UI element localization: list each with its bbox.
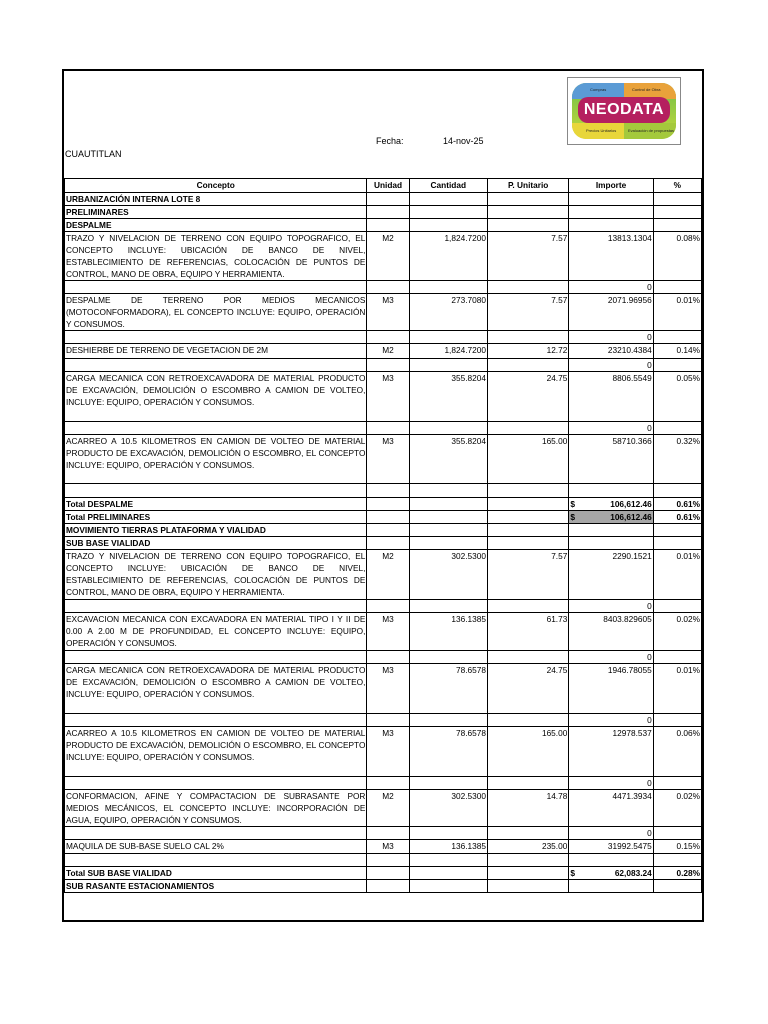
unit-price-cell: 7.57 [487,550,568,600]
unit-cell: M3 [367,727,409,777]
column-header-unidad: Unidad [367,179,409,193]
empty-cell [409,498,487,511]
empty-cell [653,714,701,727]
empty-cell [367,219,409,232]
line-item-row [65,294,702,331]
empty-cell [487,777,568,790]
document-header [62,69,704,178]
empty-cell [569,537,653,550]
empty-cell [653,854,701,867]
percent-cell: 0.14% [653,344,701,359]
section-row [65,537,702,550]
empty-cell [65,827,367,840]
subtotal-zero-row [65,422,702,435]
column-header-cantidad: Cantidad [409,179,487,193]
concept-description: TRAZO Y NIVELACION DE TERRENO CON EQUIPO TOPOGRAFICO, EL CONCEPTO INCLUYE: UBICACIÓN DE BANCO DE NIVEL, ESTABLECIMIENTO DE REFERENCIAS, COLOCACIÓN DE PUNTOS DE CONTROL, MANO DE OBRA, EQUIPO Y HERRAMIENTA. [65,550,367,600]
table-header-row [65,179,702,193]
total-amount: 106,612.46 [610,499,652,509]
unit-cell: M3 [367,294,409,331]
empty-cell [409,219,487,232]
empty-cell [367,827,409,840]
date-label: Fecha: [376,136,404,146]
total-row [65,867,702,880]
empty-cell [409,206,487,219]
empty-cell [487,193,568,206]
percent-cell: 0.01% [653,664,701,714]
empty-cell [367,511,409,524]
amount-cell: 13813.1304 [569,232,653,281]
total-amount-cell [569,498,653,511]
subtotal-zero-row [65,331,702,344]
unit-cell: M2 [367,550,409,600]
empty-cell [367,600,409,613]
section-row [65,524,702,537]
amount-cell: 23210.4384 [569,344,653,359]
empty-cell [487,498,568,511]
concept-description: DESPALME DE TERRENO POR MEDIOS MECANICOS (MOTOCONFORMADORA), EL CONCEPTO INCLUYE: EQUIPO, OPERACIÓN Y CONSUMOS. [66,295,366,329]
quantity-cell: 273.7080 [409,294,487,331]
total-amount: 106,612.46 [610,512,652,522]
empty-cell [487,651,568,664]
section-row [65,880,702,893]
percent-cell: 0.15% [653,840,701,854]
unit-price-cell: 14.78 [487,790,568,827]
empty-cell [367,867,409,880]
empty-cell [487,281,568,294]
concept-description: CARGA MECANICA CON RETROEXCAVADORA DE MATERIAL PRODUCTO DE EXCAVACIÓN, DEMOLICIÓN O ESCOMBRO A CAMION DE VOLTEO, INCLUYE: EQUIPO, OPERACIÓN Y CONSUMOS. [65,372,367,422]
empty-cell [367,281,409,294]
section-row [65,219,702,232]
empty-cell [487,880,568,893]
neodata-logo [572,83,676,139]
empty-cell [487,524,568,537]
subtotal-zero-row [65,359,702,372]
empty-cell [487,511,568,524]
percent-cell: 0.01% [653,550,701,600]
unit-price-cell: 61.73 [487,613,568,651]
empty-cell [65,331,367,344]
empty-cell [653,206,701,219]
empty-cell [569,854,653,867]
empty-cell [409,193,487,206]
empty-cell [409,281,487,294]
empty-cell [569,219,653,232]
subtotal-zero-row [65,651,702,664]
amount-cell: 0 [569,651,653,664]
empty-cell [65,359,367,372]
empty-cell [65,281,367,294]
empty-cell [653,281,701,294]
percent-cell: 0.05% [653,372,701,422]
unit-price-cell: 24.75 [487,664,568,714]
unit-cell: M3 [367,664,409,714]
column-header-importe: Importe [569,179,653,193]
quantity-cell: 136.1385 [409,840,487,854]
empty-cell [409,880,487,893]
quantity-cell: 78.6578 [409,727,487,777]
unit-cell: M2 [367,232,409,281]
empty-cell [65,484,367,498]
quantity-cell: 1,824.7200 [409,344,487,359]
currency-symbol: $ [570,499,575,509]
empty-cell [65,600,367,613]
empty-cell [487,206,568,219]
empty-cell [367,484,409,498]
currency-symbol: $ [570,868,575,878]
line-item-row [65,372,702,422]
quantity-cell: 302.5300 [409,790,487,827]
quantity-cell: 78.6578 [409,664,487,714]
amount-cell: 8806.5549 [569,372,653,422]
unit-price-cell: 7.57 [487,232,568,281]
amount-cell: 8403.829605 [569,613,653,651]
amount-cell: 58710.366 [569,435,653,484]
neodata-logo-frame [567,77,681,145]
total-amount: 62,083.24 [614,868,652,878]
unit-cell: M3 [367,435,409,484]
amount-cell: 0 [569,714,653,727]
empty-cell [569,484,653,498]
total-percent: 0.61% [653,511,701,524]
total-label: Total PRELIMINARES [65,511,367,524]
unit-cell: M2 [367,344,409,359]
empty-cell [409,777,487,790]
budget-table [64,178,702,893]
amount-cell: 31992.5475 [569,840,653,854]
total-label: Total SUB BASE VIALIDAD [65,867,367,880]
empty-cell [409,484,487,498]
line-item-row [65,727,702,777]
empty-cell [487,219,568,232]
subtotal-zero-row [65,281,702,294]
concept-description: CARGA MECANICA CON RETROEXCAVADORA DE MATERIAL PRODUCTO DE EXCAVACIÓN, DEMOLICIÓN O ESCOMBRO A CAMION DE VOLTEO, INCLUYE: EQUIPO, OPERACIÓN Y CONSUMOS. [65,664,367,714]
line-item-row [65,840,702,854]
empty-cell [409,651,487,664]
empty-cell [367,359,409,372]
line-item-row [65,344,702,359]
line-item-row [65,790,702,827]
unit-price-cell: 12.72 [487,344,568,359]
total-percent: 0.61% [653,498,701,511]
empty-cell [653,219,701,232]
logo-label-compras: Compras [590,87,607,92]
quantity-cell: 1,824.7200 [409,232,487,281]
empty-cell [367,777,409,790]
empty-cell [367,524,409,537]
quantity-cell: 302.5300 [409,550,487,600]
empty-cell [653,484,701,498]
subtotal-zero-row [65,827,702,840]
concept-description: TRAZO Y NIVELACION DE TERRENO CON EQUIPO TOPOGRAFICO, EL CONCEPTO INCLUYE: UBICACIÓN DE BANCO DE NIVEL, ESTABLECIMIENTO DE REFERENCIAS, COLOCACIÓN DE PUNTOS DE CONTROL, MANO DE OBRA, EQUIPO Y HERRAMIENTA. [66,233,366,279]
concept-description: ACARREO A 10.5 KILOMETROS EN CAMION DE VOLTEO DE MATERIAL PRODUCTO DE EXCAVACIÓN, DEMOLICIÓN O ESCOMBRO, EL CONCEPTO INCLUYE: EQUIPO, OPERACIÓN Y CONSUMOS. [65,727,367,777]
total-row [65,511,702,524]
amount-cell: 12978.537 [569,727,653,777]
percent-cell: 0.02% [653,790,701,827]
logo-label-control: Control de Obra [632,87,661,92]
empty-cell [569,880,653,893]
empty-cell [65,777,367,790]
unit-price-cell: 7.57 [487,294,568,331]
amount-cell: 1946.78055 [569,664,653,714]
empty-cell [569,206,653,219]
section-title: SUB BASE VIALIDAD [65,537,367,550]
empty-cell [409,511,487,524]
empty-cell [367,880,409,893]
empty-cell [569,524,653,537]
empty-cell [65,422,367,435]
empty-cell [409,422,487,435]
line-item-row [65,664,702,714]
concept-description: CONFORMACION, AFINE Y COMPACTACION DE SUBRASANTE POR MEDIOS MECÁNICOS, EL CONCEPTO INCLUYE: INCORPORACIÓN DE AGUA, EQUIPO, OPERACIÓN Y CONSUMOS. [66,791,366,825]
amount-cell: 0 [569,359,653,372]
empty-cell [653,422,701,435]
empty-cell [409,359,487,372]
empty-cell [409,524,487,537]
empty-cell [487,867,568,880]
empty-cell [487,854,568,867]
empty-cell [653,777,701,790]
amount-cell: 0 [569,281,653,294]
empty-cell [367,331,409,344]
percent-cell: 0.01% [653,294,701,331]
location-label: CUAUTITLAN [65,149,122,159]
empty-cell [487,331,568,344]
empty-cell [653,537,701,550]
amount-cell: 2071.96956 [569,294,653,331]
line-item-row [65,550,702,600]
empty-cell [653,193,701,206]
unit-price-cell: 235.00 [487,840,568,854]
spacer-row [65,854,702,867]
empty-cell [409,714,487,727]
section-title: DESPALME [65,219,367,232]
empty-cell [367,854,409,867]
empty-cell [487,600,568,613]
empty-cell [367,651,409,664]
amount-cell: 0 [569,777,653,790]
empty-cell [653,524,701,537]
line-item-row [65,435,702,484]
empty-cell [367,206,409,219]
section-title: PRELIMINARES [65,206,367,219]
section-row [65,206,702,219]
line-item-row [65,613,702,651]
unit-cell: M3 [367,372,409,422]
empty-cell [653,651,701,664]
empty-cell [487,359,568,372]
total-row [65,498,702,511]
empty-cell [367,537,409,550]
empty-cell [65,651,367,664]
concept-description: DESHIERBE DE TERRENO DE VEGETACION DE 2M [65,344,367,359]
total-label: Total DESPALME [65,498,367,511]
total-percent: 0.28% [653,867,701,880]
concept-description: EXCAVACION MECANICA CON EXCAVADORA EN MATERIAL TIPO I Y II DE 0.00 A 2.00 M DE PROFUNDIDAD, EL CONCEPTO INCLUYE: EQUIPO, OPERACIÓN Y CONSUMOS. [65,613,367,651]
amount-cell: 0 [569,422,653,435]
percent-cell: 0.06% [653,727,701,777]
amount-cell: 0 [569,331,653,344]
empty-cell [367,714,409,727]
empty-cell [367,193,409,206]
line-item-row [65,232,702,281]
unit-price-cell: 24.75 [487,372,568,422]
empty-cell [653,331,701,344]
quantity-cell: 355.8204 [409,435,487,484]
empty-cell [487,827,568,840]
empty-cell [409,600,487,613]
section-row [65,193,702,206]
section-title: SUB RASANTE ESTACIONAMIENTOS [65,880,367,893]
empty-cell [409,827,487,840]
empty-cell [409,331,487,344]
empty-cell [409,537,487,550]
empty-cell [409,867,487,880]
empty-cell [409,854,487,867]
subtotal-zero-row [65,777,702,790]
amount-cell: 0 [569,827,653,840]
total-amount-cell [569,867,653,880]
unit-price-cell: 165.00 [487,435,568,484]
total-amount-cell [569,511,653,524]
unit-cell: M2 [367,790,409,827]
empty-cell [367,498,409,511]
budget-table-body [65,193,702,893]
date-value: 14-nov-25 [443,136,484,146]
currency-symbol: $ [570,512,575,522]
unit-price-cell: 165.00 [487,727,568,777]
section-title: URBANIZACIÓN INTERNA LOTE 8 [65,193,367,206]
empty-cell [653,600,701,613]
subtotal-zero-row [65,714,702,727]
quantity-cell: 136.1385 [409,613,487,651]
empty-cell [65,854,367,867]
empty-cell [653,827,701,840]
empty-cell [367,422,409,435]
concept-description: MAQUILA DE SUB-BASE SUELO CAL 2% [65,840,367,854]
column-header-p-unitario: P. Unitario [487,179,568,193]
empty-cell [487,422,568,435]
unit-cell: M3 [367,613,409,651]
concept-description: ACARREO A 10.5 KILOMETROS EN CAMION DE VOLTEO DE MATERIAL PRODUCTO DE EXCAVACIÓN, DEMOLICIÓN O ESCOMBRO, EL CONCEPTO INCLUYE: EQUIPO, OPERACIÓN Y CONSUMOS. [65,435,367,484]
logo-label-evaluacion: Evaluación de propuestas [628,128,675,133]
empty-cell [487,484,568,498]
empty-cell [65,714,367,727]
empty-cell [653,359,701,372]
column-header-porcentaje: % [653,179,701,193]
logo-wordmark: NEODATA [578,97,670,123]
quantity-cell: 355.8204 [409,372,487,422]
amount-cell: 4471.3934 [569,790,653,827]
amount-cell: 2290.1521 [569,550,653,600]
logo-label-precios: Precios Unitarios [586,128,617,133]
percent-cell: 0.32% [653,435,701,484]
spacer-row [65,484,702,498]
column-header-concepto: Concepto [65,179,367,193]
empty-cell [653,880,701,893]
percent-cell: 0.02% [653,613,701,651]
percent-cell: 0.08% [653,232,701,281]
section-title: MOVIMIENTO TIERRAS PLATAFORMA Y VIALIDAD [65,524,367,537]
empty-cell [487,714,568,727]
empty-cell [487,537,568,550]
amount-cell: 0 [569,600,653,613]
subtotal-zero-row [65,600,702,613]
empty-cell [569,193,653,206]
unit-cell: M3 [367,840,409,854]
